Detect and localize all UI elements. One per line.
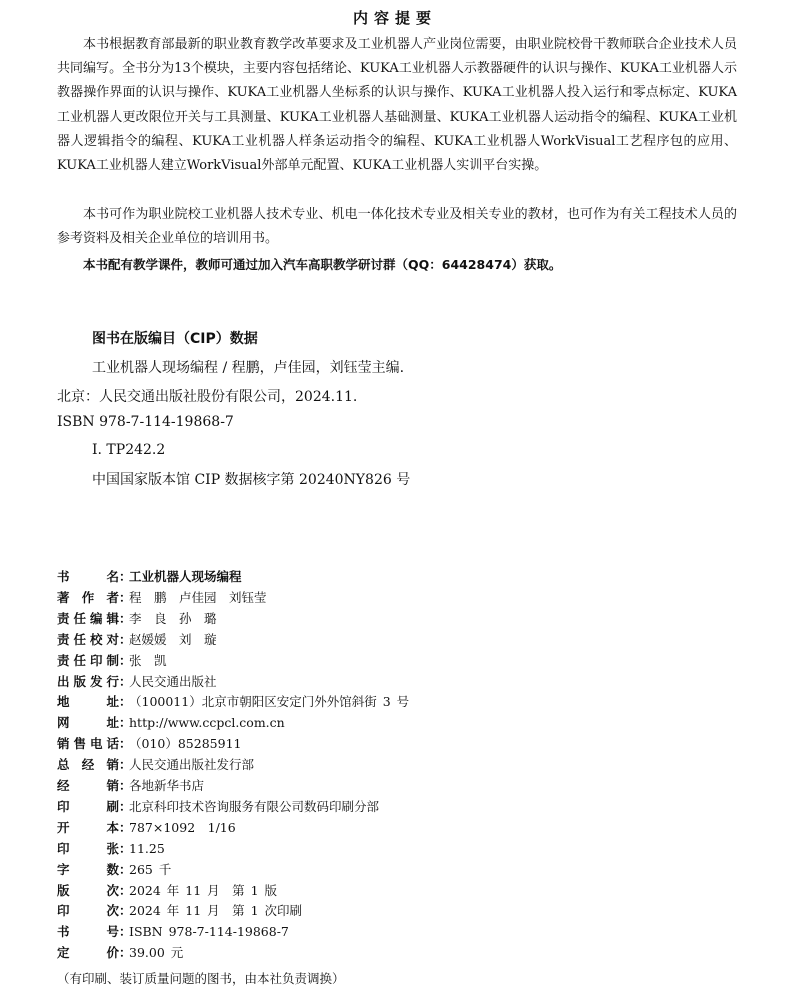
colophon-value: 11.25 — [129, 840, 165, 856]
colophon-colon: ： — [119, 631, 132, 647]
colophon-row — [57, 567, 242, 587]
colophon-row — [57, 630, 217, 650]
colophon-label: 印张 — [57, 840, 119, 856]
colophon-value: 787×1092 1/16 — [129, 819, 236, 835]
colophon-value: 各地新华书店 — [129, 778, 205, 793]
colophon-row — [57, 672, 217, 692]
colophon-row — [57, 692, 409, 712]
colophon-colon: ： — [119, 757, 132, 773]
colophon-label: 印次 — [57, 903, 119, 919]
summary-paragraph-1: 本书根据教育部最新的职业教育教学改革要求及工业机器人产业岗位需要，由职业院校骨干教师联合企业技术人员共同编写。全书分为13个模块，主要内容包括绪论、KUKA工业机器人示教器硬件的认识与操作、KUKA工业机器人示教器操作界面的认识与操作、KUKA工业机器人坐标系的认识与操作、KUKA工业机器人投入运行和零点标定、KUKA工业机器人更改限位开关与工具测量、KUKA工业机器人基础测量、KUKA工业机器人运动指令的编程、KUKA工业机器人逻辑指令的编程、KUKA工业机器人样条运动指令的编程、KUKA工业机器人WorkVisual工艺程序包的应用、KUKA工业机器人建立WorkVisual外部单元配置、KUKA工业机器人实训平台实操。 — [57, 37, 737, 174]
colophon-row — [57, 797, 379, 817]
colophon-value: 39.00 元 — [129, 945, 184, 961]
colophon-value: 2024 年 11 月 第 1 版 — [129, 882, 278, 898]
colophon-label: 定价 — [57, 945, 119, 961]
summary-paragraph-2: 本书可作为职业院校工业机器人技术专业、机电一体化技术专业及相关专业的教材，也可作为有关工程技术人员的参考资料及相关企业单位的培训用书。 — [57, 207, 737, 247]
colophon-label: 网址 — [57, 715, 119, 731]
colophon-colon: ： — [119, 945, 132, 961]
colophon-row — [57, 588, 267, 608]
colophon-label: 书号 — [57, 924, 119, 940]
colophon-value: 李 良 孙 璐 — [129, 610, 217, 626]
colophon-value: 人民交通出版社 — [129, 673, 217, 689]
colophon-value: 2024 年 11 月 第 1 次印刷 — [129, 903, 303, 919]
colophon-label: 版次 — [57, 882, 119, 898]
colophon-row — [57, 943, 183, 963]
colophon-label: 书名 — [57, 569, 119, 584]
colophon-value: 赵媛媛 刘 璇 — [129, 631, 217, 647]
colophon-colon: ： — [119, 589, 132, 605]
cip-heading: 图书在版编目（CIP）数据 — [92, 331, 258, 347]
colophon-label: 销售电话 — [57, 736, 119, 752]
colophon-row — [57, 651, 167, 671]
colophon-colon: ： — [119, 778, 132, 793]
colophon-colon: ： — [119, 569, 132, 584]
colophon-colon: ： — [119, 694, 132, 710]
colophon-colon: ： — [119, 610, 132, 626]
colophon-row — [57, 734, 241, 754]
summary-title: 内容提要 — [352, 9, 437, 27]
colophon-value: 工业机器人现场编程 — [129, 569, 242, 584]
colophon-row — [57, 818, 236, 838]
colophon-row — [57, 881, 277, 901]
colophon-value: http://www.ccpcl.com.cn — [129, 715, 285, 731]
colophon-row — [57, 839, 165, 859]
cip-classification-line: Ⅰ. TP242.2 — [92, 442, 166, 458]
colophon-colon: ： — [119, 736, 132, 752]
colophon-label: 印刷 — [57, 798, 119, 814]
colophon-label: 责任印制 — [57, 652, 119, 668]
colophon-colon: ： — [119, 652, 132, 668]
colophon-label: 字数 — [57, 861, 119, 877]
colophon-value: ISBN 978-7-114-19868-7 — [129, 924, 289, 940]
colophon-footnote: （有印刷、装订质量问题的图书，由本社负责调换） — [57, 971, 345, 986]
colophon-colon: ： — [119, 924, 132, 940]
colophon-colon: ： — [119, 903, 132, 919]
colophon-value: 张 凯 — [129, 652, 167, 668]
cip-title-line: 工业机器人现场编程 / 程鹏，卢佳园，刘钰莹主编. — [92, 360, 405, 376]
colophon-value: （100011）北京市朝阳区安定门外外馆斜街 3 号 — [129, 694, 410, 710]
colophon-label: 著作者 — [57, 589, 119, 605]
colophon-colon: ： — [119, 840, 132, 856]
cip-isbn-line: ISBN 978-7-114-19868-7 — [57, 414, 234, 430]
colophon-label: 总经销 — [57, 757, 119, 773]
colophon-label: 经销 — [57, 778, 119, 793]
colophon-label: 责任编辑 — [57, 610, 119, 626]
colophon-value: （010）85285911 — [129, 736, 242, 752]
colophon-row — [57, 776, 204, 796]
colophon-row — [57, 901, 302, 921]
colophon-colon: ： — [119, 715, 132, 731]
colophon-row — [57, 922, 289, 942]
colophon-row — [57, 713, 285, 733]
colophon-value: 程 鹏 卢佳园 刘钰莹 — [129, 589, 267, 605]
cip-record-number-line: 中国国家版本馆 CIP 数据核字第 20240NY826 号 — [92, 472, 411, 488]
colophon-label: 出版发行 — [57, 673, 119, 689]
colophon-colon: ： — [119, 819, 132, 835]
colophon-label: 开本 — [57, 819, 119, 835]
summary-paragraph-3: 本书配有教学课件，教师可通过加入汽车高职教学研讨群（QQ：64428474）获取。 — [83, 257, 562, 272]
colophon-label: 责任校对 — [57, 631, 119, 647]
colophon-label: 地址 — [57, 694, 119, 710]
colophon-value: 北京科印技术咨询服务有限公司数码印刷分部 — [129, 798, 380, 814]
colophon-value: 265 千 — [129, 861, 172, 877]
colophon-value: 人民交通出版社发行部 — [129, 757, 255, 773]
colophon-row — [57, 755, 254, 775]
colophon-colon: ： — [119, 861, 132, 877]
colophon-colon: ： — [119, 673, 132, 689]
colophon-colon: ： — [119, 882, 132, 898]
colophon-row — [57, 609, 217, 629]
colophon-colon: ： — [119, 798, 132, 814]
colophon-row — [57, 860, 171, 880]
cip-publisher-line: 北京：人民交通出版社股份有限公司，2024.11. — [57, 389, 358, 405]
